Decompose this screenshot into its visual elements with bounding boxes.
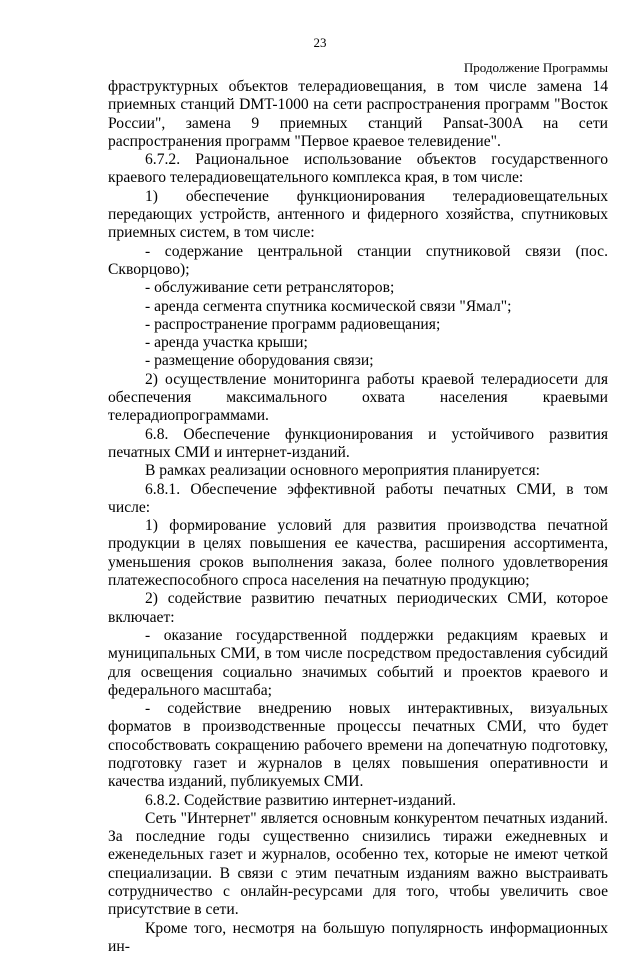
list-item: - содействие внедрению новых интерактивных, визуальных форматов в производственные процессы печатных СМИ, что будет способствовать сокращению рабочего времени на допечатную подготовку, подготовку газет и журналов в целях повышения оперативности и качества изданий, публикуемых СМИ. <box>108 700 608 791</box>
list-item: - аренда участка крыши; <box>145 334 308 352</box>
paragraph: 1) формирование условий для развития производства печатной продукции в целях повышения ее качества, расширения ассортимента, уменьшения сроков выполнения заказа, более полного удовлетворения платежеспособного спроса населения на печатную продукцию; <box>108 517 608 590</box>
list-item: - распространение программ радиовещания; <box>145 315 441 333</box>
paragraph: Сеть "Интернет" является основным конкурентом печатных изданий. За последние годы существенно снизились тиражи ежедневных и еженедельных газет и журналов, особенно тех, которые не имеют четкой специализации. В связи с этим печатным изданиям важно выстраивать сотрудничество с онлайн-ресурсами для того, чтобы увеличить свое присутствие в сети. <box>108 809 608 919</box>
paragraph: 6.8. Обеспечение функционирования и устойчивого развития печатных СМИ и интернет-изданий. <box>108 425 608 461</box>
paragraph: 6.8.1. Обеспечение эффективной работы печатных СМИ, в том числе: <box>108 480 608 516</box>
list-item: - содержание центральной станции спутниковой связи (пос. Скворцово); <box>108 242 608 278</box>
paragraph: фраструктурных объектов телерадиовещания, в том числе замена 14 приемных станций DMT-1000 на сети распространения программ "Восток России", замена 9 приемных станций Pansat-300A на сети распространения программ "Первое краевое телевидение". <box>108 78 608 150</box>
paragraph: Кроме того, несмотря на большую популярность информационных ин- <box>108 919 608 955</box>
list-item: - аренда сегмента спутника космической связи "Ямал"; <box>145 297 512 315</box>
paragraph: В рамках реализации основного мероприятия планируется: <box>145 462 540 480</box>
paragraph: 6.7.2. Рациональное использование объектов государственного краевого телерадиовещательного комплекса края, в том числе: <box>108 151 608 187</box>
paragraph: 2) содействие развитию печатных периодических СМИ, которое включает: <box>108 590 608 626</box>
paragraph: 6.8.2. Содействие развитию интернет-изданий. <box>145 791 456 809</box>
list-item: - обслуживание сети ретрансляторов; <box>145 279 395 297</box>
paragraph: 2) осуществление мониторинга работы краевой телерадиосети для обеспечения максимального охвата населения краевыми телерадиопрограммами. <box>108 370 608 425</box>
document-body <box>108 78 608 956</box>
paragraph: 1) обеспечение функционирования телерадиовещательных передающих устройств, антенного и фидерного хозяйства, спутниковых приемных систем, в том числе: <box>108 187 608 242</box>
continuation-label: Продолжение Программы <box>463 60 608 75</box>
list-item: - оказание государственной поддержки редакциям краевых и муниципальных СМИ, в том числе посредством предоставления субсидий для освещения социально значимых событий и проектов краевого и федерального масштаба; <box>108 626 608 699</box>
list-item: - размещение оборудования связи; <box>145 352 374 370</box>
page-number: 23 <box>313 35 327 50</box>
